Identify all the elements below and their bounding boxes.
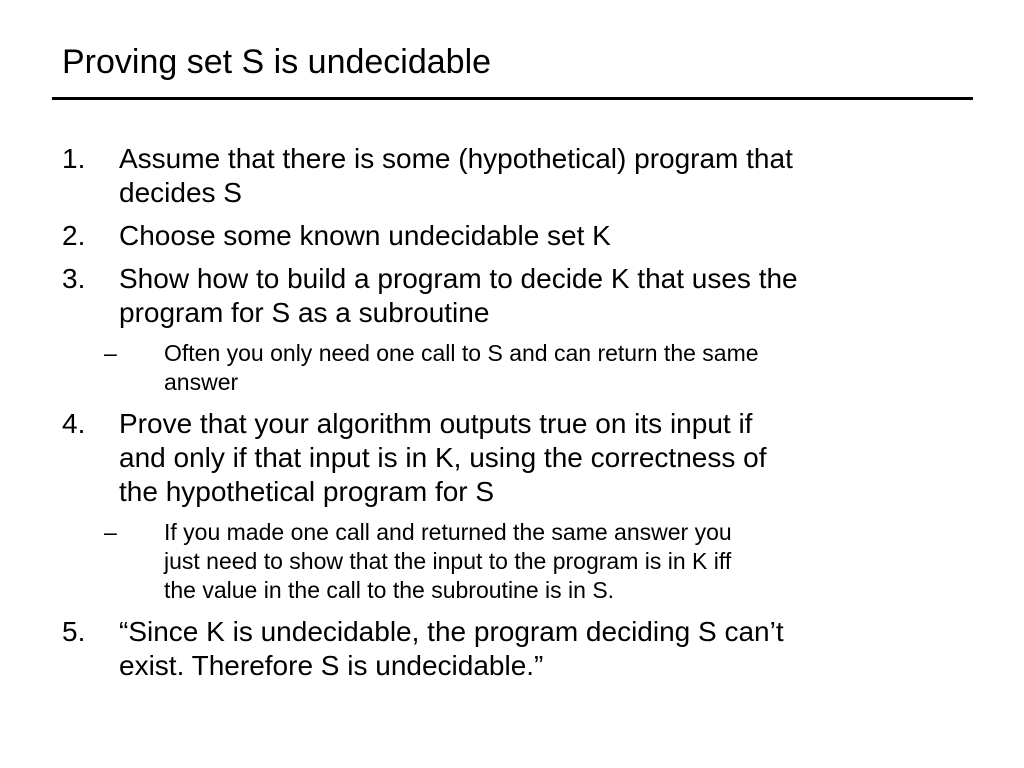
- list-item-number: 5.: [62, 616, 86, 647]
- text-line: answer: [164, 369, 239, 395]
- list-item-number: 4.: [62, 408, 86, 439]
- text-line: just need to show that the input to the program is in K iff: [164, 548, 732, 574]
- text-line: Often you only need one call to S and can return the same: [164, 340, 759, 366]
- text-line: If you made one call and returned the same answer you: [164, 519, 732, 545]
- list-item-number: 2.: [62, 220, 86, 251]
- list-item-text: [119, 407, 999, 509]
- sub-bullet-text: [164, 339, 994, 397]
- text-line: the value in the call to the subroutine is in S.: [164, 577, 615, 603]
- text-line: decides S: [119, 177, 242, 208]
- sub-bullet-text: [164, 518, 994, 605]
- text-line: “Since K is undecidable, the program deciding S can’t: [119, 616, 784, 647]
- title-underline: [52, 97, 973, 100]
- dash-bullet: –: [104, 519, 117, 545]
- text-line: and only if that input is in K, using the correctness of: [119, 442, 767, 473]
- text-line: Prove that your algorithm outputs true on its input if: [119, 408, 753, 439]
- text-line: Show how to build a program to decide K that uses the: [119, 263, 798, 294]
- list-item-text: [119, 615, 999, 683]
- list-item-number: 3.: [62, 263, 86, 294]
- text-line: program for S as a subroutine: [119, 297, 490, 328]
- list-item-text: [119, 262, 999, 330]
- slide-title: Proving set S is undecidable: [62, 43, 492, 81]
- dash-bullet: –: [104, 340, 117, 366]
- list-item-text: [119, 219, 999, 253]
- list-item-text: [119, 142, 999, 210]
- text-line: Choose some known undecidable set K: [119, 220, 611, 251]
- text-line: the hypothetical program for S: [119, 476, 495, 507]
- list-item-number: 1.: [62, 143, 86, 174]
- text-line: Assume that there is some (hypothetical) program that: [119, 143, 793, 174]
- text-line: exist. Therefore S is undecidable.”: [119, 650, 544, 681]
